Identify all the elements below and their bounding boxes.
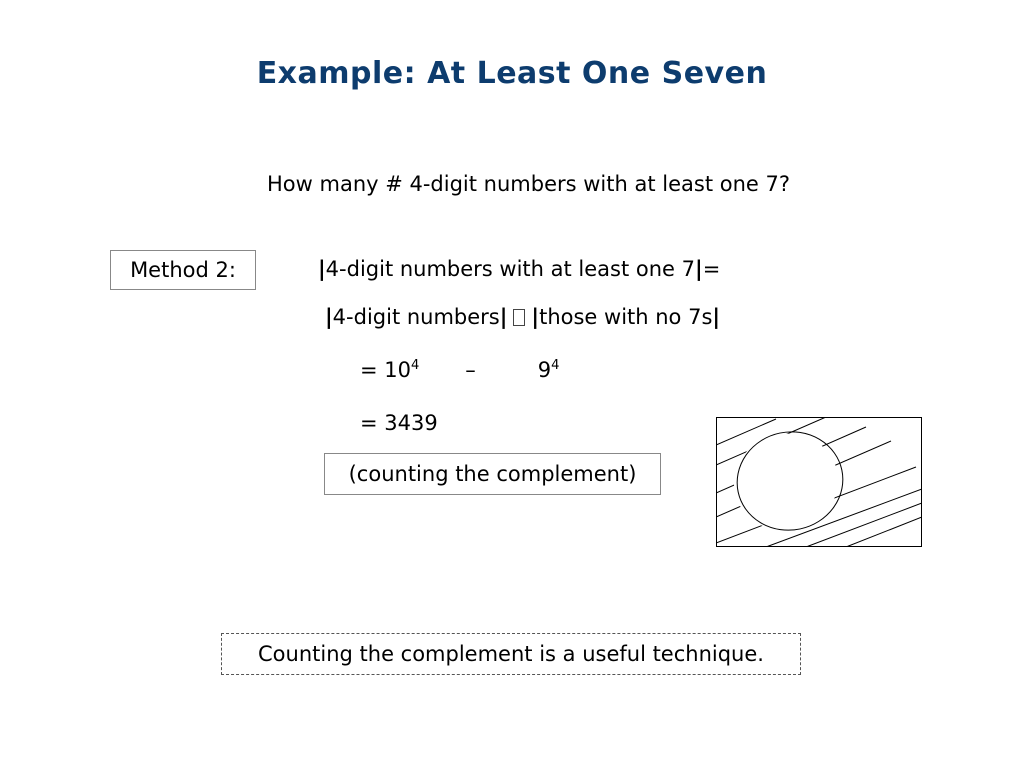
eq3-base-2: 9 [537, 358, 552, 382]
complement-venn-diagram-icon [716, 417, 922, 547]
complement-note-box [324, 453, 661, 495]
question-text: How many # 4-digit numbers with at least one 7? [267, 172, 790, 196]
equation-line-4: = 3439 [360, 411, 438, 435]
abs-bar-left: | [531, 305, 540, 329]
eq3-exponent-2: 4 [551, 358, 560, 373]
missing-glyph-icon [513, 309, 525, 326]
abs-bar-left: | [325, 305, 333, 329]
equation-line-3 [360, 359, 559, 381]
technique-note: Counting the complement is a useful technique. [258, 642, 764, 666]
eq2-left: 4-digit numbers [332, 305, 500, 329]
abs-bar-right: | [499, 305, 508, 329]
method-label: Method 2: [130, 258, 236, 282]
abs-bar-right: | [695, 257, 703, 281]
eq1-text: 4-digit numbers with at least one 7 [325, 257, 696, 281]
abs-bar-right: | [712, 305, 721, 329]
abs-bar-left: | [318, 257, 326, 281]
eq3-exponent-1: 4 [411, 358, 420, 373]
eq2-right: those with no 7s [539, 305, 713, 329]
equation-line-2 [325, 307, 720, 328]
equation-line-1 [318, 259, 720, 280]
method-label-box [110, 250, 256, 290]
eq3-minus: – [465, 358, 476, 382]
slide-title: Example: At Least One Seven [256, 56, 768, 91]
eq1-suffix: = [702, 257, 721, 281]
eq3-prefix: = 10 [360, 358, 411, 382]
technique-note-box [221, 633, 801, 675]
complement-note: (counting the complement) [348, 462, 637, 486]
